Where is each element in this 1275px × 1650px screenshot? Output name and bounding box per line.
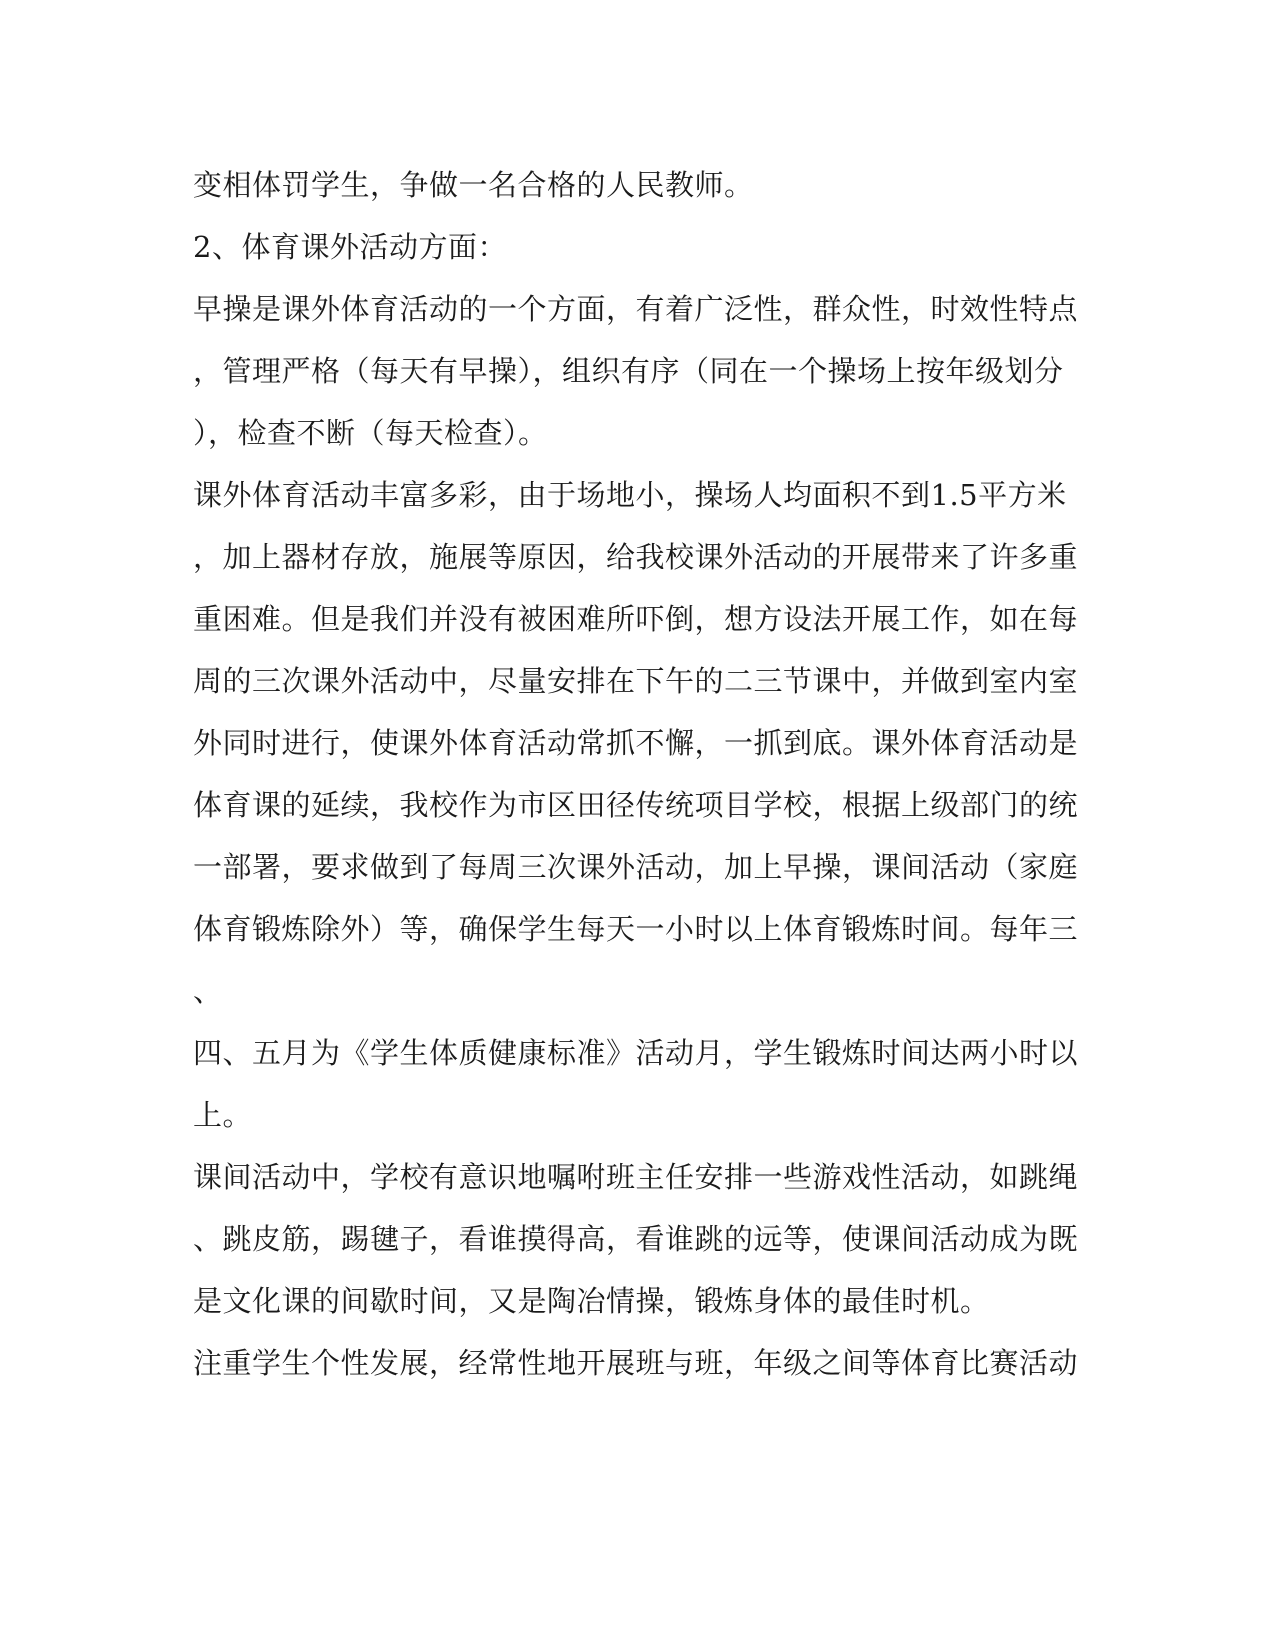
text-line: 上。 — [193, 1098, 253, 1132]
text-line: 体育锻炼除外）等，确保学生每天一小时以上体育锻炼时间。每年三 — [193, 912, 1079, 946]
text-line: 四、五月为《学生体质健康标准》活动月，学生锻炼时间达两小时以 — [193, 1036, 1079, 1070]
text-line: 是文化课的间歇时间，又是陶冶情操，锻炼身体的最佳时机。 — [193, 1284, 990, 1318]
text-line: 注重学生个性发展，经常性地开展班与班，年级之间等体育比赛活动 — [193, 1346, 1079, 1380]
text-line: ，加上器材存放，施展等原因，给我校课外活动的开展带来了许多重 — [193, 540, 1079, 574]
text-line: 、跳皮筋，踢毽子，看谁摸得高，看谁跳的远等，使课间活动成为既 — [193, 1222, 1079, 1256]
text-line: 变相体罚学生，争做一名合格的人民教师。 — [193, 168, 754, 202]
text-line: 外同时进行，使课外体育活动常抓不懈，一抓到底。课外体育活动是 — [193, 726, 1079, 760]
text-line: 、 — [193, 974, 223, 1008]
text-line: 体育课的延续，我校作为市区田径传统项目学校，根据上级部门的统 — [193, 788, 1079, 822]
text-line: 周的三次课外活动中，尽量安排在下午的二三节课中，并做到室内室 — [193, 664, 1079, 698]
text-line: 课外体育活动丰富多彩，由于场地小，操场人均面积不到1.5平方米 — [193, 478, 1067, 512]
text-line: 重困难。但是我们并没有被困难所吓倒，想方设法开展工作，如在每 — [193, 602, 1079, 636]
text-line: 课间活动中，学校有意识地嘱咐班主任安排一些游戏性活动，如跳绳 — [193, 1160, 1079, 1194]
text-line: ，管理严格（每天有早操），组织有序（同在一个操场上按年级划分 — [193, 354, 1064, 388]
text-line: 一部署，要求做到了每周三次课外活动，加上早操，课间活动（家庭 — [193, 850, 1079, 884]
text-line: ），检查不断（每天检查）。 — [193, 416, 548, 450]
text-line: 早操是课外体育活动的一个方面，有着广泛性，群众性，时效性特点 — [193, 292, 1079, 326]
section-heading: 2、体育课外活动方面： — [193, 230, 507, 264]
